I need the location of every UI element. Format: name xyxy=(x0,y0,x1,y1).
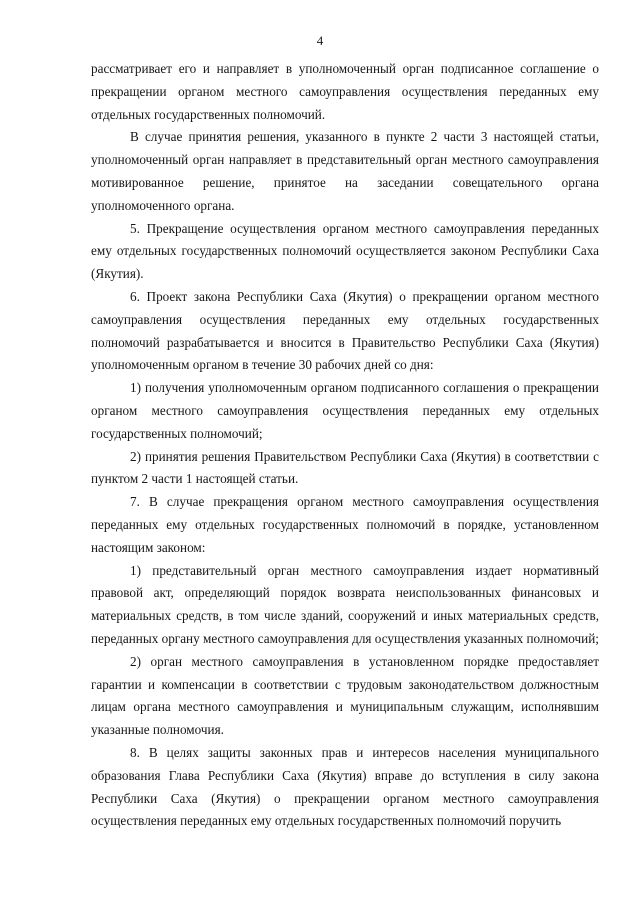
paragraph: В случае принятия решения, указанного в пункте 2 части 3 настоящей статьи, уполномоченный орган направляет в представительный орган местного самоуправления мотивированное решение, принятое на заседании совещательного органа уполномоченного органа. xyxy=(91,129,599,213)
document-body xyxy=(91,58,599,833)
paragraph-item-5: 5. Прекращение осуществления органом местного самоуправления переданных ему отдельных государственных полномочий осуществляется законом Республики Саха (Якутия). xyxy=(91,220,599,282)
paragraph-continuation: рассматривает его и направляет в уполномоченный орган подписанное соглашение о прекращении органом местного самоуправления осуществления переданных ему отдельных государственных полномочий. xyxy=(91,61,599,122)
paragraph-item-8: 8. В целях защиты законных прав и интересов населения муниципального образования Глава Республики Саха (Якутия) вправе до вступления в силу закона Республики Саха (Якутия) о прекращении органом местного самоуправления осуществления переданных ему отдельных государственных полномочий поручить xyxy=(91,744,599,829)
subitem-7-1: 1) представительный орган местного самоуправления издает нормативный правовой акт, определяющий порядок возврата неиспользованных финансовых и материальных средств, в том числе зданий, сооружений и иных материальных средств, переданных органу местного самоуправления для осуществления указанных полномочий; xyxy=(91,562,599,646)
paragraph-item-7: 7. В случае прекращения органом местного самоуправления осуществления переданных ему отдельных государственных полномочий в порядке, установленном настоящим законом: xyxy=(91,494,599,555)
subitem-6-2: 2) принятия решения Правительством Республики Саха (Якутия) в соответствии с пунктом 2 части 1 настоящей статьи. xyxy=(91,448,599,487)
page-number: 4 xyxy=(316,33,324,48)
subitem-6-1: 1) получения уполномоченным органом подписанного соглашения о прекращении органом местного самоуправления осуществления переданных ему отдельных государственных полномочий; xyxy=(91,380,599,441)
paragraph-item-6: 6. Проект закона Республики Саха (Якутия) о прекращении органом местного самоуправления осуществления переданных ему отдельных государственных полномочий разрабатывается и вносится в Правительство Республики Саха (Якутия) уполномоченным органом в течение 30 рабочих дней со дня: xyxy=(91,288,599,373)
subitem-7-2: 2) орган местного самоуправления в установленном порядке предоставляет гарантии и компенсации в соответствии с трудовым законодательством должностным лицам органа местного самоуправления и муниципальным служащим, исполнявшим указанные полномочия. xyxy=(91,653,599,738)
